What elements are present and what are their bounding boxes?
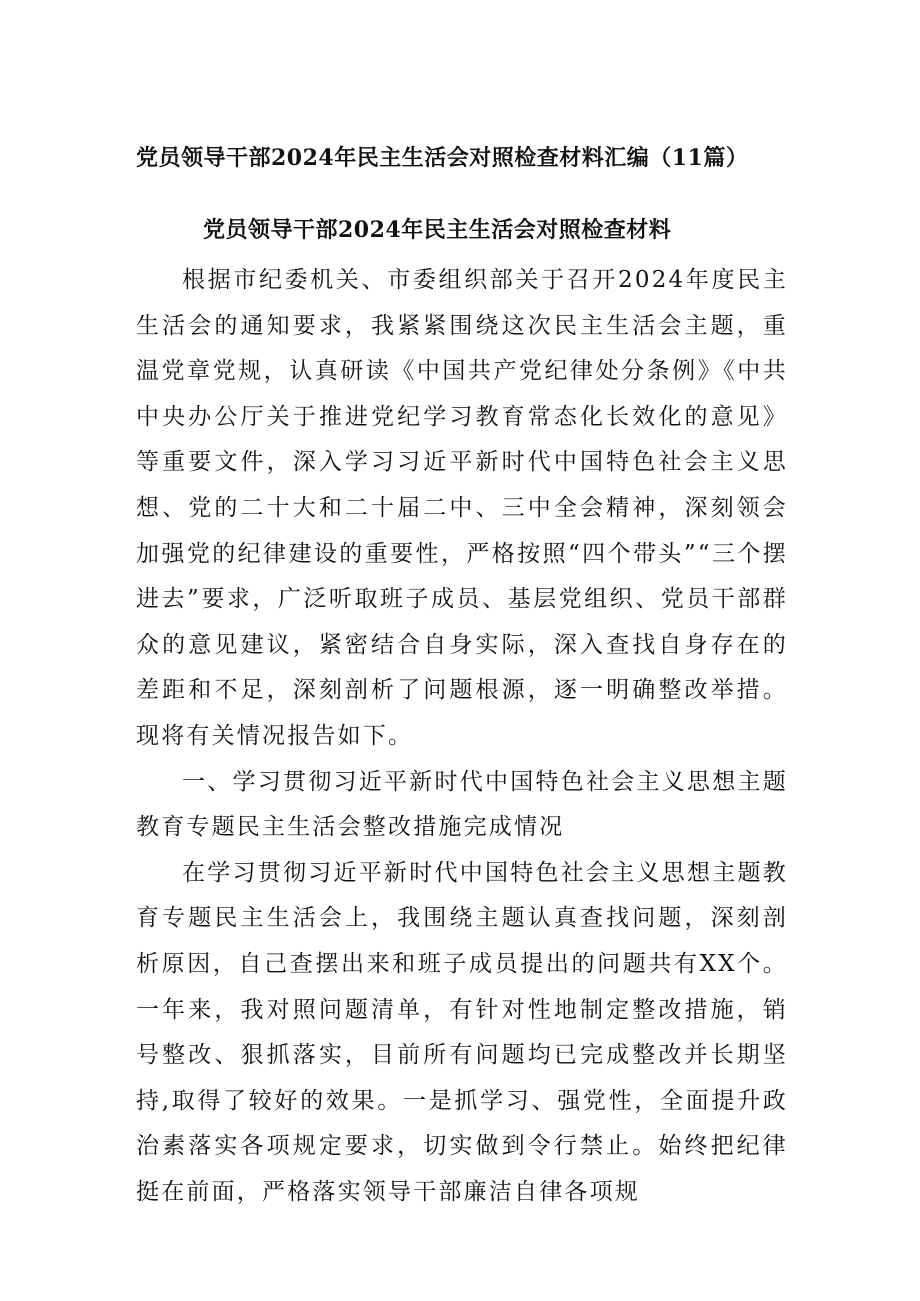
paragraph-intro: 根据市纪委机关、市委组织部关于召开2024年度民主生活会的通知要求，我紧紧围绕这次民主生活会主题，重温党章党规，认真研读《中国共产党纪律处分条例》《中共中央办公厅关于推进党纪学习教育常态化长效化的意见》等重要文件，深入学习习近平新时代中国特色社会主义思想、党的二十大和二十届二中、三中全会精神，深刻领会加强党的纪律建设的重要性，严格按照“四个带头”“三个摆进去”要求，广泛听取班子成员、基层党组织、党员干部群众的意见建议，紧密结合自身实际，深入查找自身存在的差距和不足，深刻剖析了问题根源，逐一明确整改举措。现将有关情况报告如下。 — [136, 267, 788, 749]
document-title: 党员领导干部2024年民主生活会对照检查材料汇编（11篇） — [136, 145, 749, 171]
document-body — [136, 258, 788, 1215]
article-title: 党员领导干部2024年民主生活会对照检查材料 — [203, 217, 672, 243]
section-heading-1: 一、学习贯彻习近平新时代中国特色社会主义思想主题教育专题民主生活会整改措施完成情况 — [136, 768, 788, 841]
paragraph-section-1: 在学习贯彻习近平新时代中国特色社会主义思想主题教育专题民主生活会上，我围绕主题认真查找问题，深刻剖析原因，自己查摆出来和班子成员提出的问题共有XX个。一年来，我对照问题清单，有针对性地制定整改措施，销号整改、狠抓落实，目前所有问题均已完成整改并长期坚持,取得了较好的效果。一是抓学习、强党性，全面提升政治素落实各项规定要求，切实做到令行禁止。始终把纪律挺在前面，严格落实领导干部廉洁自律各项规 — [136, 859, 788, 1205]
